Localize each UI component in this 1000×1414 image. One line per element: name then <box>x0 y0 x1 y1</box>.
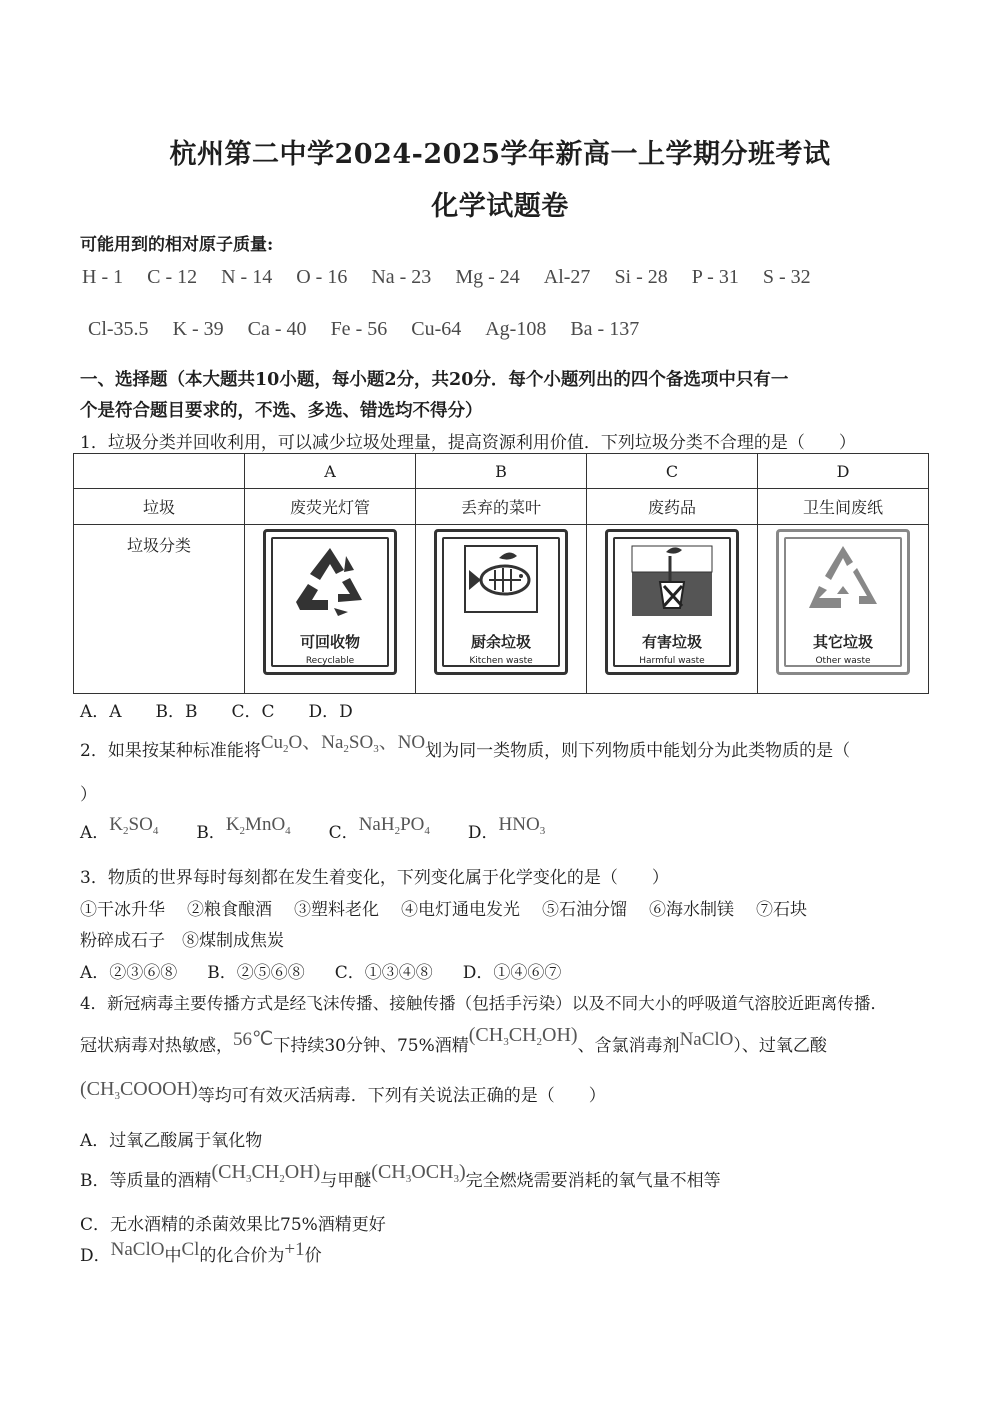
garbage-item: 废药品 <box>587 489 758 525</box>
bin-cell-other <box>758 525 929 694</box>
paper-subtitle: 化学试题卷 <box>431 191 569 222</box>
column-header-c: C <box>587 454 758 489</box>
atomic-mass: Ca - 40 <box>247 318 307 340</box>
bin-en-label: Other waste <box>815 656 871 666</box>
question-4-line-3 <box>80 1078 606 1108</box>
hazard-icon <box>630 542 714 618</box>
atomic-mass: K - 39 <box>172 318 224 340</box>
atomic-mass: S - 32 <box>762 266 811 288</box>
row-label-category <box>74 525 245 694</box>
q3-option: B．②⑤⑥⑧ <box>207 963 305 983</box>
question-2-options <box>80 814 546 845</box>
atomic-mass: Cu-64 <box>411 318 462 340</box>
row-label-garbage: 垃圾 <box>74 489 245 525</box>
other-triangle-icon <box>801 542 885 618</box>
q2-option-c-formula: $NaH_2PO_4$ <box>358 814 430 837</box>
q4-text: 中 <box>164 1246 182 1266</box>
q3-item: ⑤石油分馏 <box>542 900 627 920</box>
bin-cn-label: 其它垃圾 <box>812 633 873 651</box>
garbage-item: 丢弃的菜叶 <box>416 489 587 525</box>
bin-cell-recyclable <box>245 525 416 694</box>
q4-text: 、含氯消毒剂 <box>577 1036 680 1056</box>
question-3-items-line-1 <box>80 895 807 920</box>
column-header-b: B <box>416 454 587 489</box>
atomic-mass: Cl-35.5 <box>88 318 149 340</box>
question-2-stem <box>80 732 851 763</box>
section-heading-line-2: 个是符合题目要求的，不选、多选、错选均不得分） <box>80 401 483 421</box>
q4-peracetic-formula: $(CH_3COOOH)$ <box>80 1078 198 1102</box>
q2-option-d-label: D． <box>467 823 499 843</box>
bin-cn-label: 厨余垃圾 <box>470 633 531 651</box>
atomic-mass: N - 14 <box>221 266 273 288</box>
atomic-mass: H - 1 <box>82 266 124 288</box>
q4-temperature: 56℃ <box>233 1029 274 1050</box>
q3-item: ①干冰升华 <box>80 900 165 920</box>
q2-option-c-label: C． <box>328 823 359 843</box>
q4-naclo-formula: NaClO <box>679 1029 734 1050</box>
q3-item: ⑥海水制镁 <box>649 900 734 920</box>
q4-option-a: A．过氧乙酸属于氧化物 <box>80 1131 263 1151</box>
question-3-items-line-2: 粉碎成石子 ⑧煤制成焦炭 <box>80 931 284 951</box>
atomic-mass: P - 31 <box>691 266 739 288</box>
other-waste-bin-sign <box>776 529 910 675</box>
column-header-a: A <box>245 454 416 489</box>
bin-en-label: Recyclable <box>305 656 355 666</box>
q3-option: C．①③④⑧ <box>334 963 433 983</box>
q4-text: 完全燃烧需要消耗的氧气量不相等 <box>465 1171 721 1191</box>
question-3-options <box>80 958 561 983</box>
q3-item: ④电灯通电发光 <box>401 900 520 920</box>
q2-option-b-label: B． <box>196 823 226 843</box>
garbage-classification-table <box>73 453 929 694</box>
question-1-stem: 1．垃圾分类并回收利用，可以减少垃圾处理量，提高资源利用价值．下列垃圾分类不合理的是（ ） <box>80 433 856 453</box>
question-4-line-2 <box>80 1024 827 1058</box>
atomic-mass: Si - 28 <box>614 266 668 288</box>
harmful-waste-bin-sign <box>605 529 739 675</box>
q3-item: ⑦石块 <box>756 900 807 920</box>
bin-cell-harmful <box>587 525 758 694</box>
bin-en-label: Kitchen waste <box>469 656 533 666</box>
q2-option-a-label: A． <box>80 823 110 843</box>
recyclable-bin-sign <box>263 529 397 675</box>
q4-text: ）、过氧乙酸 <box>733 1036 827 1056</box>
atomic-mass: O - 16 <box>296 266 348 288</box>
bin-cn-label: 有害垃圾 <box>641 633 702 651</box>
q4-naclo-formula-d: NaClO <box>110 1239 165 1260</box>
q4-option-b <box>80 1161 721 1193</box>
kitchen-waste-bin-sign <box>434 529 568 675</box>
q4-text: 与甲醚 <box>320 1171 372 1191</box>
atomic-mass: Na - 23 <box>371 266 432 288</box>
atomic-mass-label: 可能用到的相对原子质量: <box>80 235 274 255</box>
recycle-icon <box>288 542 372 618</box>
atomic-mass: Ba - 137 <box>570 318 640 340</box>
question-3-stem: 3．物质的世界每时每刻都在发生着变化，下列变化属于化学变化的是（ ） <box>80 868 669 888</box>
q3-option: A．②③⑥⑧ <box>80 963 178 983</box>
fishbone-icon <box>459 542 543 618</box>
q4-ether-formula: $(CH_3OCH_3)$ <box>371 1161 466 1185</box>
q2-option-b-formula: $K_2MnO_4$ <box>225 814 291 837</box>
bin-cn-label: 可回收物 <box>299 633 360 651</box>
atomic-mass: Ag-108 <box>485 318 547 340</box>
garbage-item: 废荧光灯管 <box>245 489 416 525</box>
section-heading-line-1: 一、选择题（本大题共10小题，每小题2分，共20分．每个小题列出的四个备选项中只有一 <box>80 370 789 390</box>
q4-text: 下持续30分钟、75%酒精 <box>273 1036 469 1056</box>
q4-text: 等均可有效灭活病毒．下列有关说法正确的是（ ） <box>197 1086 606 1106</box>
q2-stem-suffix: 划为同一类物质，则下列物质中能划分为此类物质的是（ <box>425 741 851 761</box>
q4-ethanol-formula-b: $(CH_3CH_2OH)$ <box>211 1161 321 1185</box>
q4-cl-symbol: Cl <box>181 1239 200 1260</box>
atomic-mass: Mg - 24 <box>455 266 520 288</box>
q4-option-c: C．无水酒精的杀菌效果比75%酒精更好 <box>80 1215 386 1235</box>
q4-ethanol-formula: $(CH_3CH_2OH)$ <box>468 1024 578 1048</box>
atomic-mass: Fe - 56 <box>330 318 388 340</box>
q4-text: D． <box>80 1246 111 1266</box>
q2-formula-group: $Cu_2O$、$Na_2SO_3$、NO <box>260 732 426 755</box>
q2-option-a-formula: $K_2SO_4$ <box>109 814 159 837</box>
column-header-d: D <box>758 454 929 489</box>
q4-text: 的化合价为 <box>199 1246 285 1266</box>
q4-option-d <box>80 1241 322 1267</box>
bin-cell-kitchen <box>416 525 587 694</box>
exam-title: 杭州第二中学2024-2025学年新高一上学期分班考试 <box>169 139 831 170</box>
question-4-line-1: 4．新冠病毒主要传播方式是经飞沫传播、接触传播（包括手污染）以及不同大小的呼吸道气溶胶近距离传播． <box>80 994 888 1013</box>
atomic-mass-row-2 <box>88 318 663 341</box>
atomic-mass: Al-27 <box>543 266 591 288</box>
q4-text: 冠状病毒对热敏感， <box>80 1036 233 1056</box>
q2-stem-close: ） <box>80 785 97 805</box>
atomic-mass: C - 12 <box>147 266 198 288</box>
q2-option-d-formula: $HNO_3$ <box>498 814 546 837</box>
question-1-options: A．A B．B C．C D．D <box>80 702 353 722</box>
q4-valence: +1 <box>284 1239 305 1260</box>
row-label-category-text: 垃圾分类 <box>126 536 191 555</box>
table-corner-cell <box>74 454 245 489</box>
atomic-mass-row-1 <box>82 266 835 289</box>
q4-text: 价 <box>304 1246 322 1266</box>
garbage-item: 卫生间废纸 <box>758 489 929 525</box>
q4-text: B．等质量的酒精 <box>80 1171 212 1191</box>
q2-stem-prefix: 2．如果按某种标准能将 <box>80 741 261 761</box>
q3-item: ②粮食酿酒 <box>187 900 272 920</box>
q3-item: ③塑料老化 <box>294 900 379 920</box>
bin-en-label: Harmful waste <box>639 656 705 666</box>
q3-option: D．①④⑥⑦ <box>462 963 562 983</box>
